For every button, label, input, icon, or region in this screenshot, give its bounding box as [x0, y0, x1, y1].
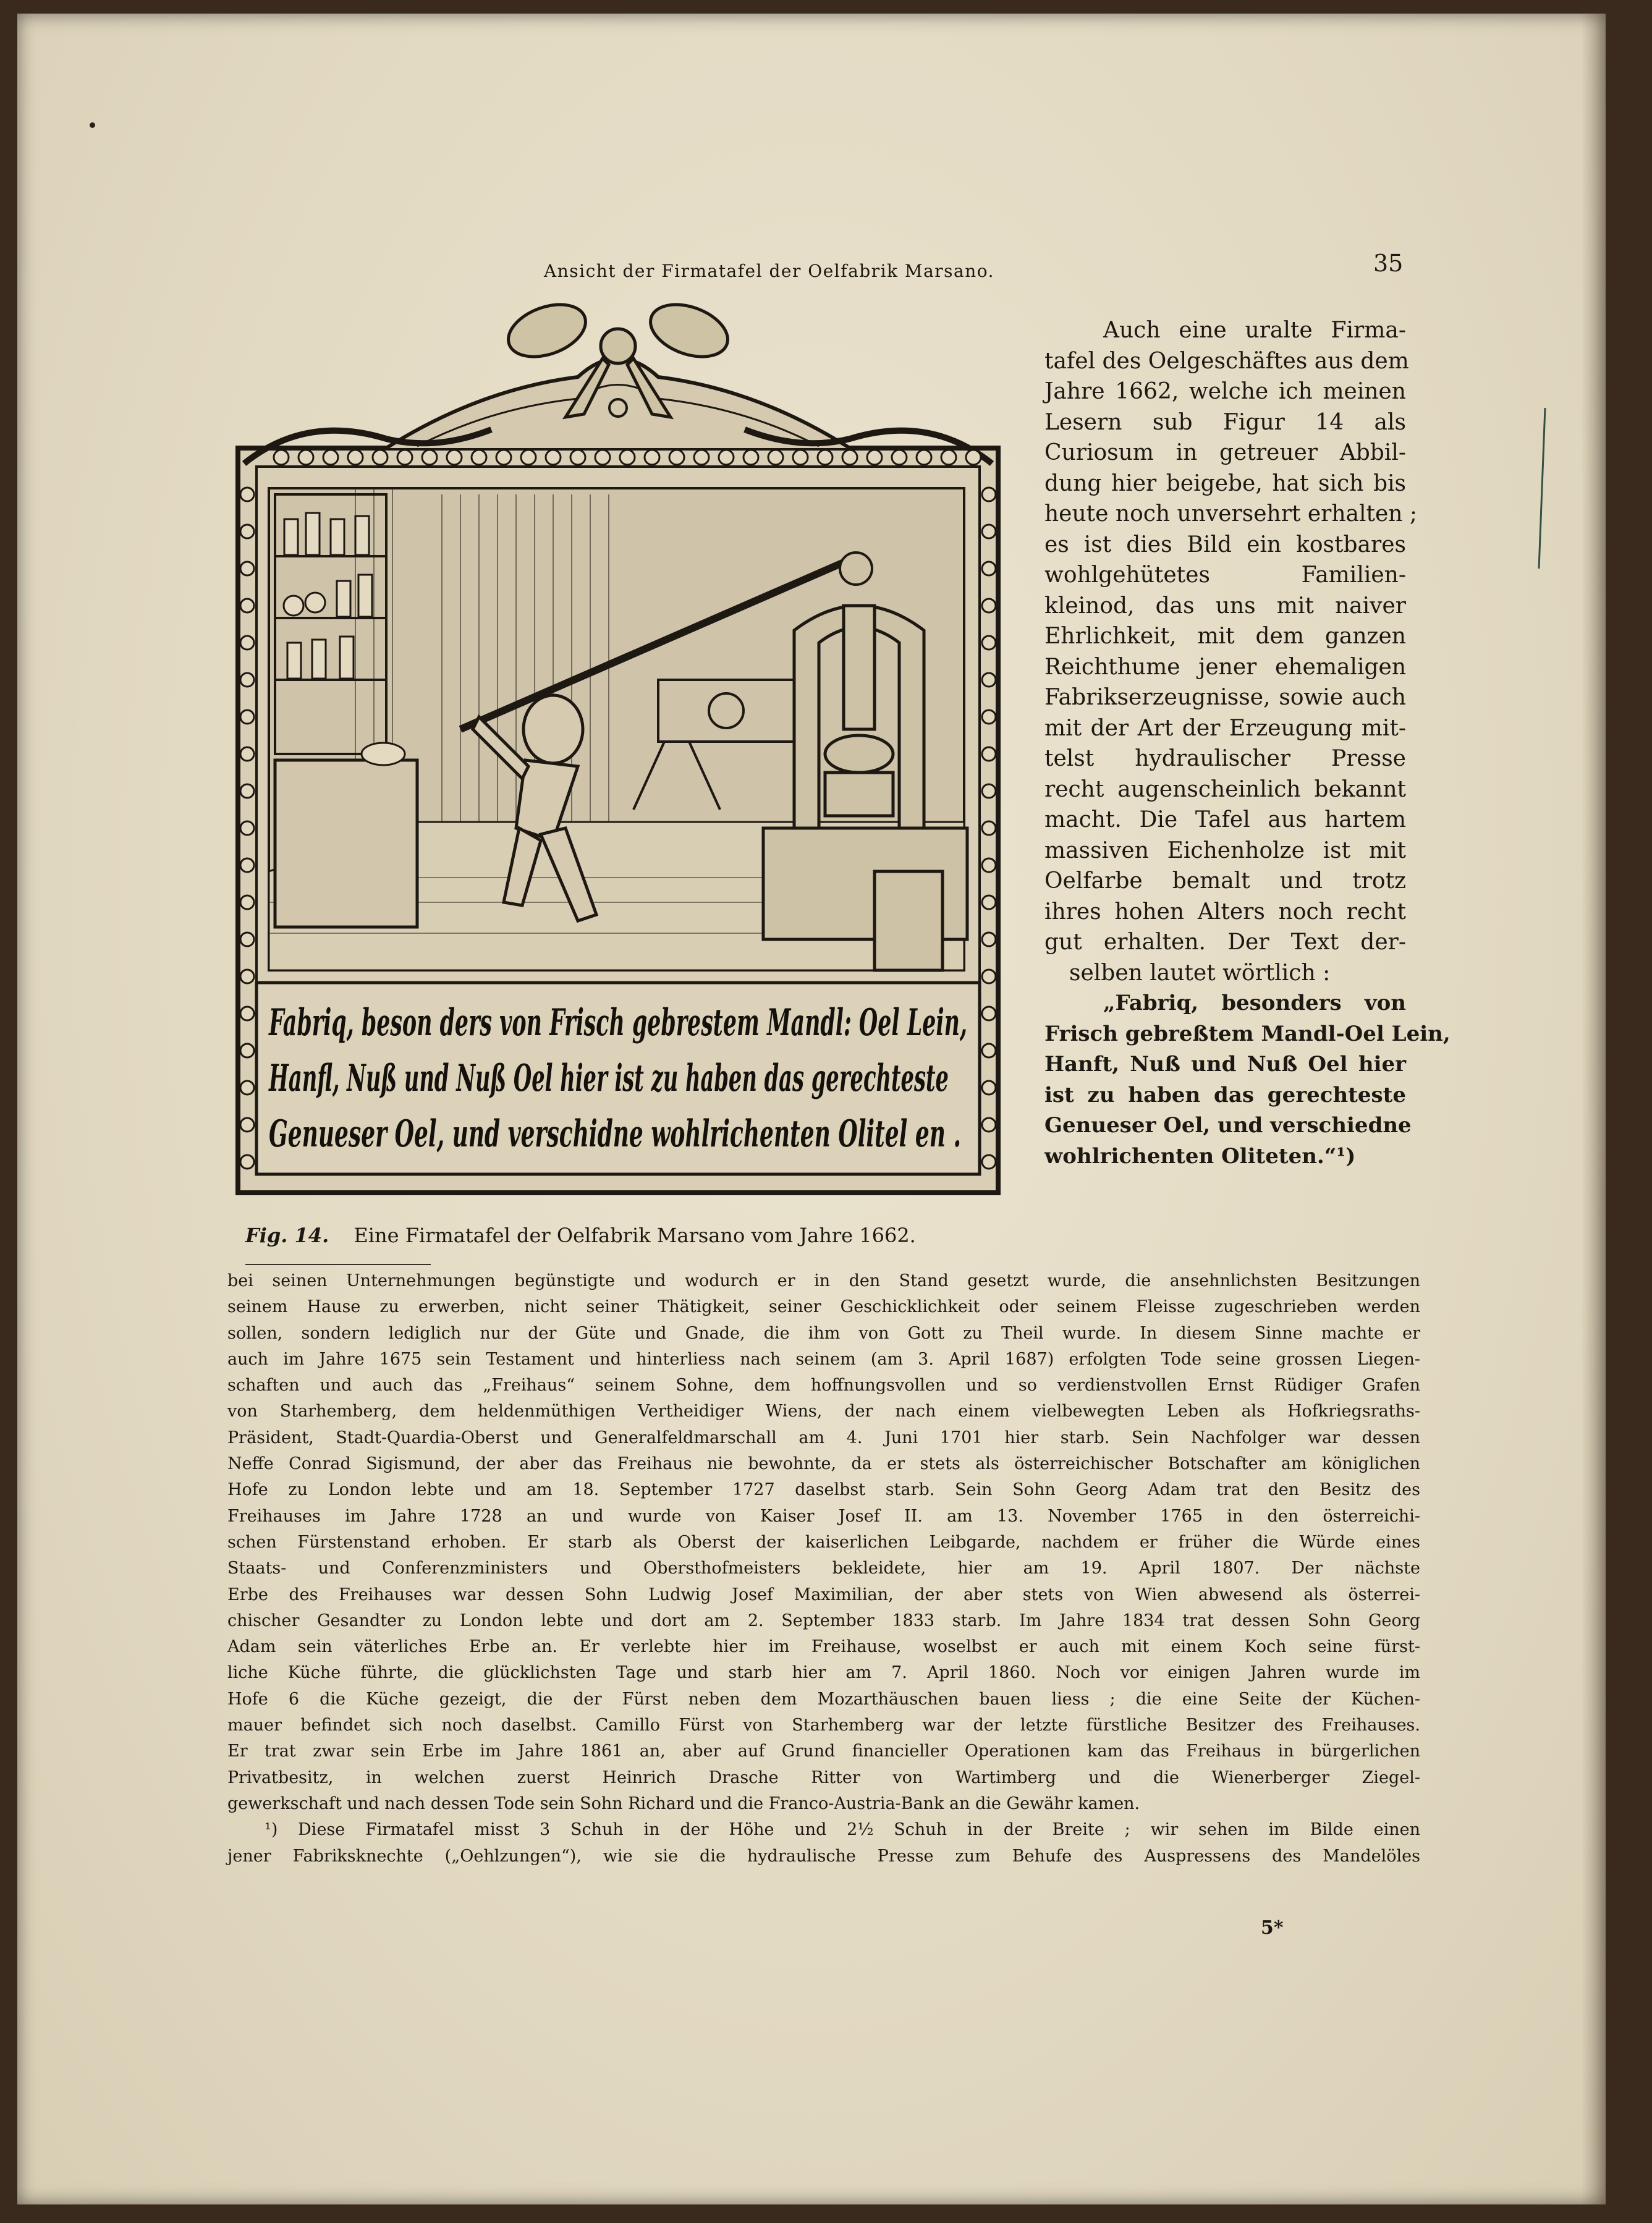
body-line: Staats- und Conferenzministers und Obersthofmeisters bekleidete, hier am 19. April 1807. Der nächste	[227, 1559, 1420, 1578]
signature-mark: 5*	[1261, 1917, 1284, 1939]
column-line: kleinod, das uns mit naiver	[1044, 593, 1406, 619]
quote-line: Frisch gebreßtem Mandl-Oel Lein,	[1044, 1021, 1451, 1046]
column-line: heute noch unversehrt erhalten ;	[1044, 501, 1418, 527]
body-line: auch im Jahre 1675 sein Testament und hinterliess nach seinem (am 3. April 1687) erfolgten Tode seine grossen Liegen-	[227, 1349, 1420, 1369]
column-line: gut erhalten. Der Text der-	[1044, 929, 1406, 955]
firmatafel-illustration	[232, 284, 1004, 1211]
body-line: liche Küche führte, die glücklichsten Tage und starb hier am 7. April 1860. Noch vor einigen Jahren wurde im	[227, 1663, 1420, 1683]
body-line: gewerkschaft und nach dessen Tode sein Sohn Richard und die Franco-Austria-Bank an die Gewähr kamen.	[227, 1793, 1140, 1813]
side-column-text	[1044, 315, 1451, 1172]
body-line: Er trat zwar sein Erbe im Jahre 1861 an, aber auf Grund financieller Operationen kam das Freihaus in bürgerlichen	[227, 1742, 1420, 1761]
ink-dot	[90, 122, 95, 128]
column-line: Lesern sub Figur 14 als	[1044, 409, 1406, 435]
column-line: Reichthume jener ehemaligen	[1044, 654, 1406, 680]
body-line: Privatbesitz, in welchen zuerst Heinrich Drasche Ritter von Wartimberg und die Wienerberger Ziegel-	[227, 1768, 1420, 1787]
figure-caption	[245, 1224, 916, 1247]
sign-line-2: Hanfl, Nuß und Nuß Oel hier ist zu haben das gerechteste	[268, 1057, 949, 1100]
body-line: chischer Gesandter zu London lebte und dort am 2. September 1833 starb. Im Jahre 1834 trat dessen Sohn Georg	[227, 1611, 1420, 1630]
caption-rule	[245, 1264, 431, 1265]
figure-caption-label: Fig. 14.	[245, 1224, 329, 1247]
body-line: sollen, sondern lediglich nur der Güte und Gnade, die ihm von Gott zu Theil wurde. In diesem Sinne machte er	[227, 1323, 1420, 1343]
column-line: wohlgehütetes Familien-	[1044, 562, 1406, 588]
column-line: Curiosum in getreuer Abbil-	[1044, 440, 1406, 465]
column-line: massiven Eichenholze ist mit	[1044, 837, 1406, 863]
column-line: es ist dies Bild ein kostbares	[1044, 531, 1406, 557]
body-text	[227, 1268, 1420, 1869]
quote-line: ist zu haben das gerechteste	[1044, 1082, 1406, 1107]
pencil-margin-mark	[1538, 408, 1546, 569]
body-line: von Starhemberg, dem heldenmüthigen Vertheidiger Wiens, der nach einem vielbewegten Leben als Hofkriegsraths-	[227, 1402, 1420, 1421]
column-line: Jahre 1662, welche ich meinen	[1044, 379, 1406, 404]
column-line: macht. Die Tafel aus hartem	[1044, 807, 1406, 832]
page-number: 35	[1373, 250, 1404, 277]
quote-line: Hanft, Nuß und Nuß Oel hier	[1044, 1052, 1406, 1077]
figure-caption-text: Eine Firmatafel der Oelfabrik Marsano vom Jahre 1662.	[354, 1224, 916, 1247]
body-line: mauer befindet sich noch daselbst. Camillo Fürst von Starhemberg war der letzte fürstliche Besitzer des Freihauses.	[227, 1716, 1420, 1735]
footnote-line: ¹) Diese Firmatafel misst 3 Schuh in der Höhe und 2½ Schuh in der Breite ; wir sehen im Bilde einen	[265, 1820, 1420, 1840]
column-line: telst hydraulischer Presse	[1044, 746, 1406, 771]
body-line: Hofe zu London lebte und am 18. September 1727 daselbst starb. Sein Sohn Georg Adam trat den Besitz des	[227, 1480, 1420, 1500]
body-line: schaften und auch das „Freihaus“ seinem Sohne, dem hoffnungsvollen und so verdienstvollen Ernst Rüdiger Grafen	[227, 1376, 1420, 1395]
column-line: recht augenscheinlich bekannt	[1044, 776, 1406, 802]
quote-line: „Fabriq, besonders von	[1103, 991, 1406, 1015]
sign-line-3: Genueser Oel, und verschidne wohlrichenten Olitel en .	[269, 1112, 961, 1156]
column-line: selben lautet wörtlich :	[1069, 960, 1331, 986]
footnote-line: jener Fabriksknechte („Oehlzungen“), wie sie die hydraulische Presse zum Behufe des Auspressens des Mandelöles	[227, 1846, 1420, 1866]
quote-line: Genueser Oel, und verschiedne	[1044, 1113, 1412, 1138]
sign-line-1: Fabriq, beson ders von Frisch gebrestem Mandl: Oel Lein,	[268, 1001, 968, 1044]
body-line: Freihauses im Jahre 1728 an und wurde von Kaiser Josef II. am 13. November 1765 in den österreichi-	[227, 1506, 1420, 1526]
page-edge-shadow	[1581, 14, 1606, 2204]
column-line: ihres hohen Alters noch recht	[1044, 899, 1406, 925]
column-line: Oelfarbe bemalt und trotz	[1044, 868, 1406, 894]
column-line: dung hier beigebe, hat sich bis	[1044, 470, 1406, 496]
body-line: Präsident, Stadt-Quardia-Oberst und Generalfeldmarschall am 4. Juni 1701 hier starb. Sein Nachfolger war dessen	[227, 1428, 1420, 1447]
quote-line: wohlrichenten Oliteten.“¹)	[1044, 1143, 1356, 1169]
body-line: bei seinen Unternehmungen begünstigte und wodurch er in den Stand gesetzt wurde, die ansehnlichsten Besitzungen	[227, 1271, 1420, 1290]
column-line: mit der Art der Erzeugung mit-	[1044, 715, 1406, 741]
body-line: seinem Hause zu erwerben, nicht seiner Thätigkeit, seiner Geschicklichkeit oder seinem Fleisse zugeschrieben werden	[227, 1297, 1420, 1317]
column-line: Fabrikserzeugnisse, sowie auch	[1044, 685, 1406, 710]
running-title: Ansicht der Firmatafel der Oelfabrik Marsano.	[544, 261, 995, 281]
column-line: tafel des Oelgeschäftes aus dem	[1044, 348, 1409, 374]
body-line: Neffe Conrad Sigismund, der aber das Freihaus nie bewohnte, da er stets als österreichischer Botschafter am königlichen	[227, 1454, 1420, 1474]
body-line: Adam sein väterliches Erbe an. Er verlebte hier im Freihause, woselbst er auch mit einem Koch seine fürst-	[227, 1637, 1420, 1657]
column-line: Ehrlichkeit, mit dem ganzen	[1044, 624, 1406, 649]
body-line: schen Fürstenstand erhoben. Er starb als Oberst der kaiserlichen Leibgarde, nachdem er früher die Würde eines	[227, 1532, 1420, 1552]
body-line: Erbe des Freihauses war dessen Sohn Ludwig Josef Maximilian, der aber stets von Wien abwesend als österrei-	[227, 1585, 1420, 1604]
body-line: Hofe 6 die Küche gezeigt, die der Fürst neben dem Mozarthäuschen bauen liess ; die eine Seite der Küchen-	[227, 1689, 1420, 1709]
column-line: Auch eine uralte Firma-	[1103, 318, 1406, 343]
